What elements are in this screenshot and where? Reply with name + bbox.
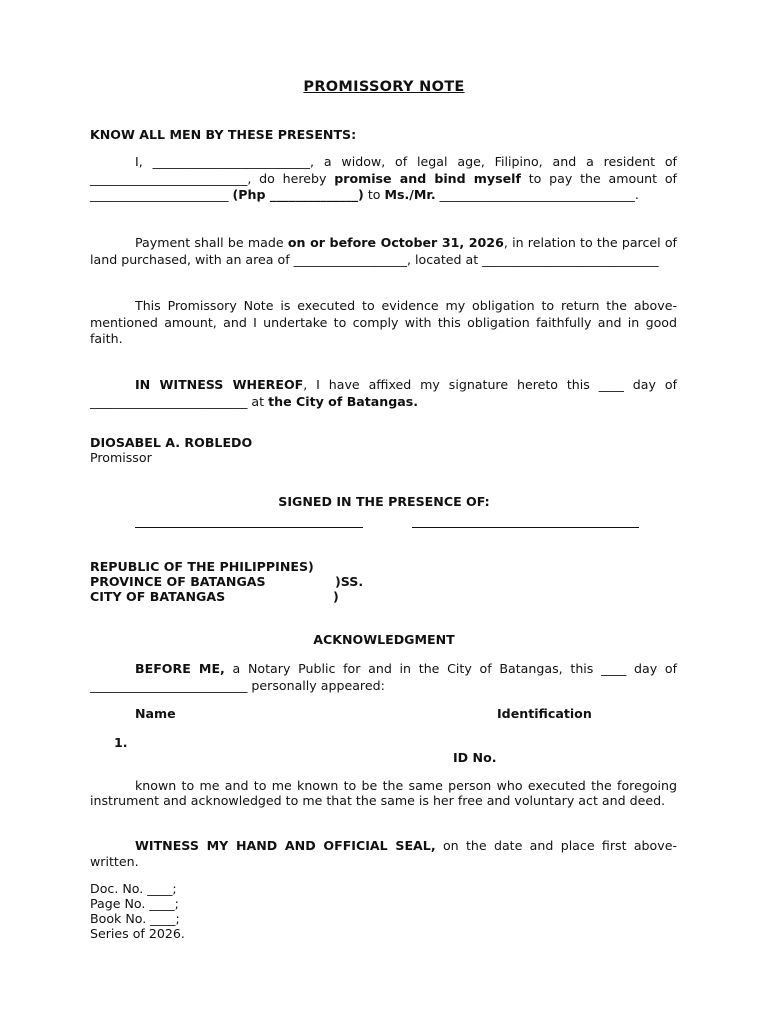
paragraph-payment: Payment shall be made on or before October 31, 2026, in relation to the parcel of land purchased, with an area of __________________, located at ____________________________ xyxy=(90,235,677,267)
venue-ss: )SS. xyxy=(335,574,364,589)
promissor-name: DIOSABEL A. ROBLEDO xyxy=(90,435,253,450)
id-no-label: ID No. xyxy=(453,750,497,765)
paragraph-before-me: BEFORE ME, a Notary Public for and in the City of Batangas, this ____ day of _________________________ personally appeared: xyxy=(90,661,677,693)
paragraph-witness-whereof: IN WITNESS WHEREOF, I have affixed my signature hereto this ____ day of _________________________ at the City of Batangas. xyxy=(90,377,677,409)
doc-no: Doc. No. ____; xyxy=(90,881,177,896)
document-title: PROMISSORY NOTE xyxy=(303,79,465,95)
paragraph-obligation: This Promissory Note is executed to evidence my obligation to return the above-mentioned amount, and I undertake to comply with this obligation faithfully and in good faith. xyxy=(90,298,677,346)
paragraph-promise: I, _________________________, a widow, of legal age, Filipino, and a resident of _________________________, do hereby promise and bind myself to pay the amount of ______________________ (Php ______________) to Ms./Mr. _______________________________. xyxy=(90,154,677,202)
venue-republic: REPUBLIC OF THE PHILIPPINES) xyxy=(90,559,314,574)
witness-signature-line-2 xyxy=(412,527,639,528)
page-no: Page No. ____; xyxy=(90,896,179,911)
acknowledgment-heading: ACKNOWLEDGMENT xyxy=(313,632,455,647)
column-name-heading: Name xyxy=(135,706,176,721)
promissor-role: Promissor xyxy=(90,450,152,465)
column-identification-heading: Identification xyxy=(497,706,592,721)
venue-paren: ) xyxy=(333,589,339,604)
series: Series of 2026. xyxy=(90,926,185,941)
opening-line: KNOW ALL MEN BY THESE PRESENTS: xyxy=(90,127,357,142)
venue-province: PROVINCE OF BATANGAS xyxy=(90,574,266,589)
signed-presence-heading: SIGNED IN THE PRESENCE OF: xyxy=(278,494,490,509)
witness-signature-line-1 xyxy=(135,527,363,528)
venue-city: CITY OF BATANGAS xyxy=(90,589,226,604)
paragraph-known-to-me: known to me and to me known to be the same person who executed the foregoing instrument and acknowledged to me that the same is her free and voluntary act and deed. xyxy=(90,778,677,809)
book-no: Book No. ____; xyxy=(90,911,180,926)
paragraph-witness-my-hand: WITNESS MY HAND AND OFFICIAL SEAL, on the date and place first above-written. xyxy=(90,838,677,869)
item-number: 1. xyxy=(114,735,128,750)
